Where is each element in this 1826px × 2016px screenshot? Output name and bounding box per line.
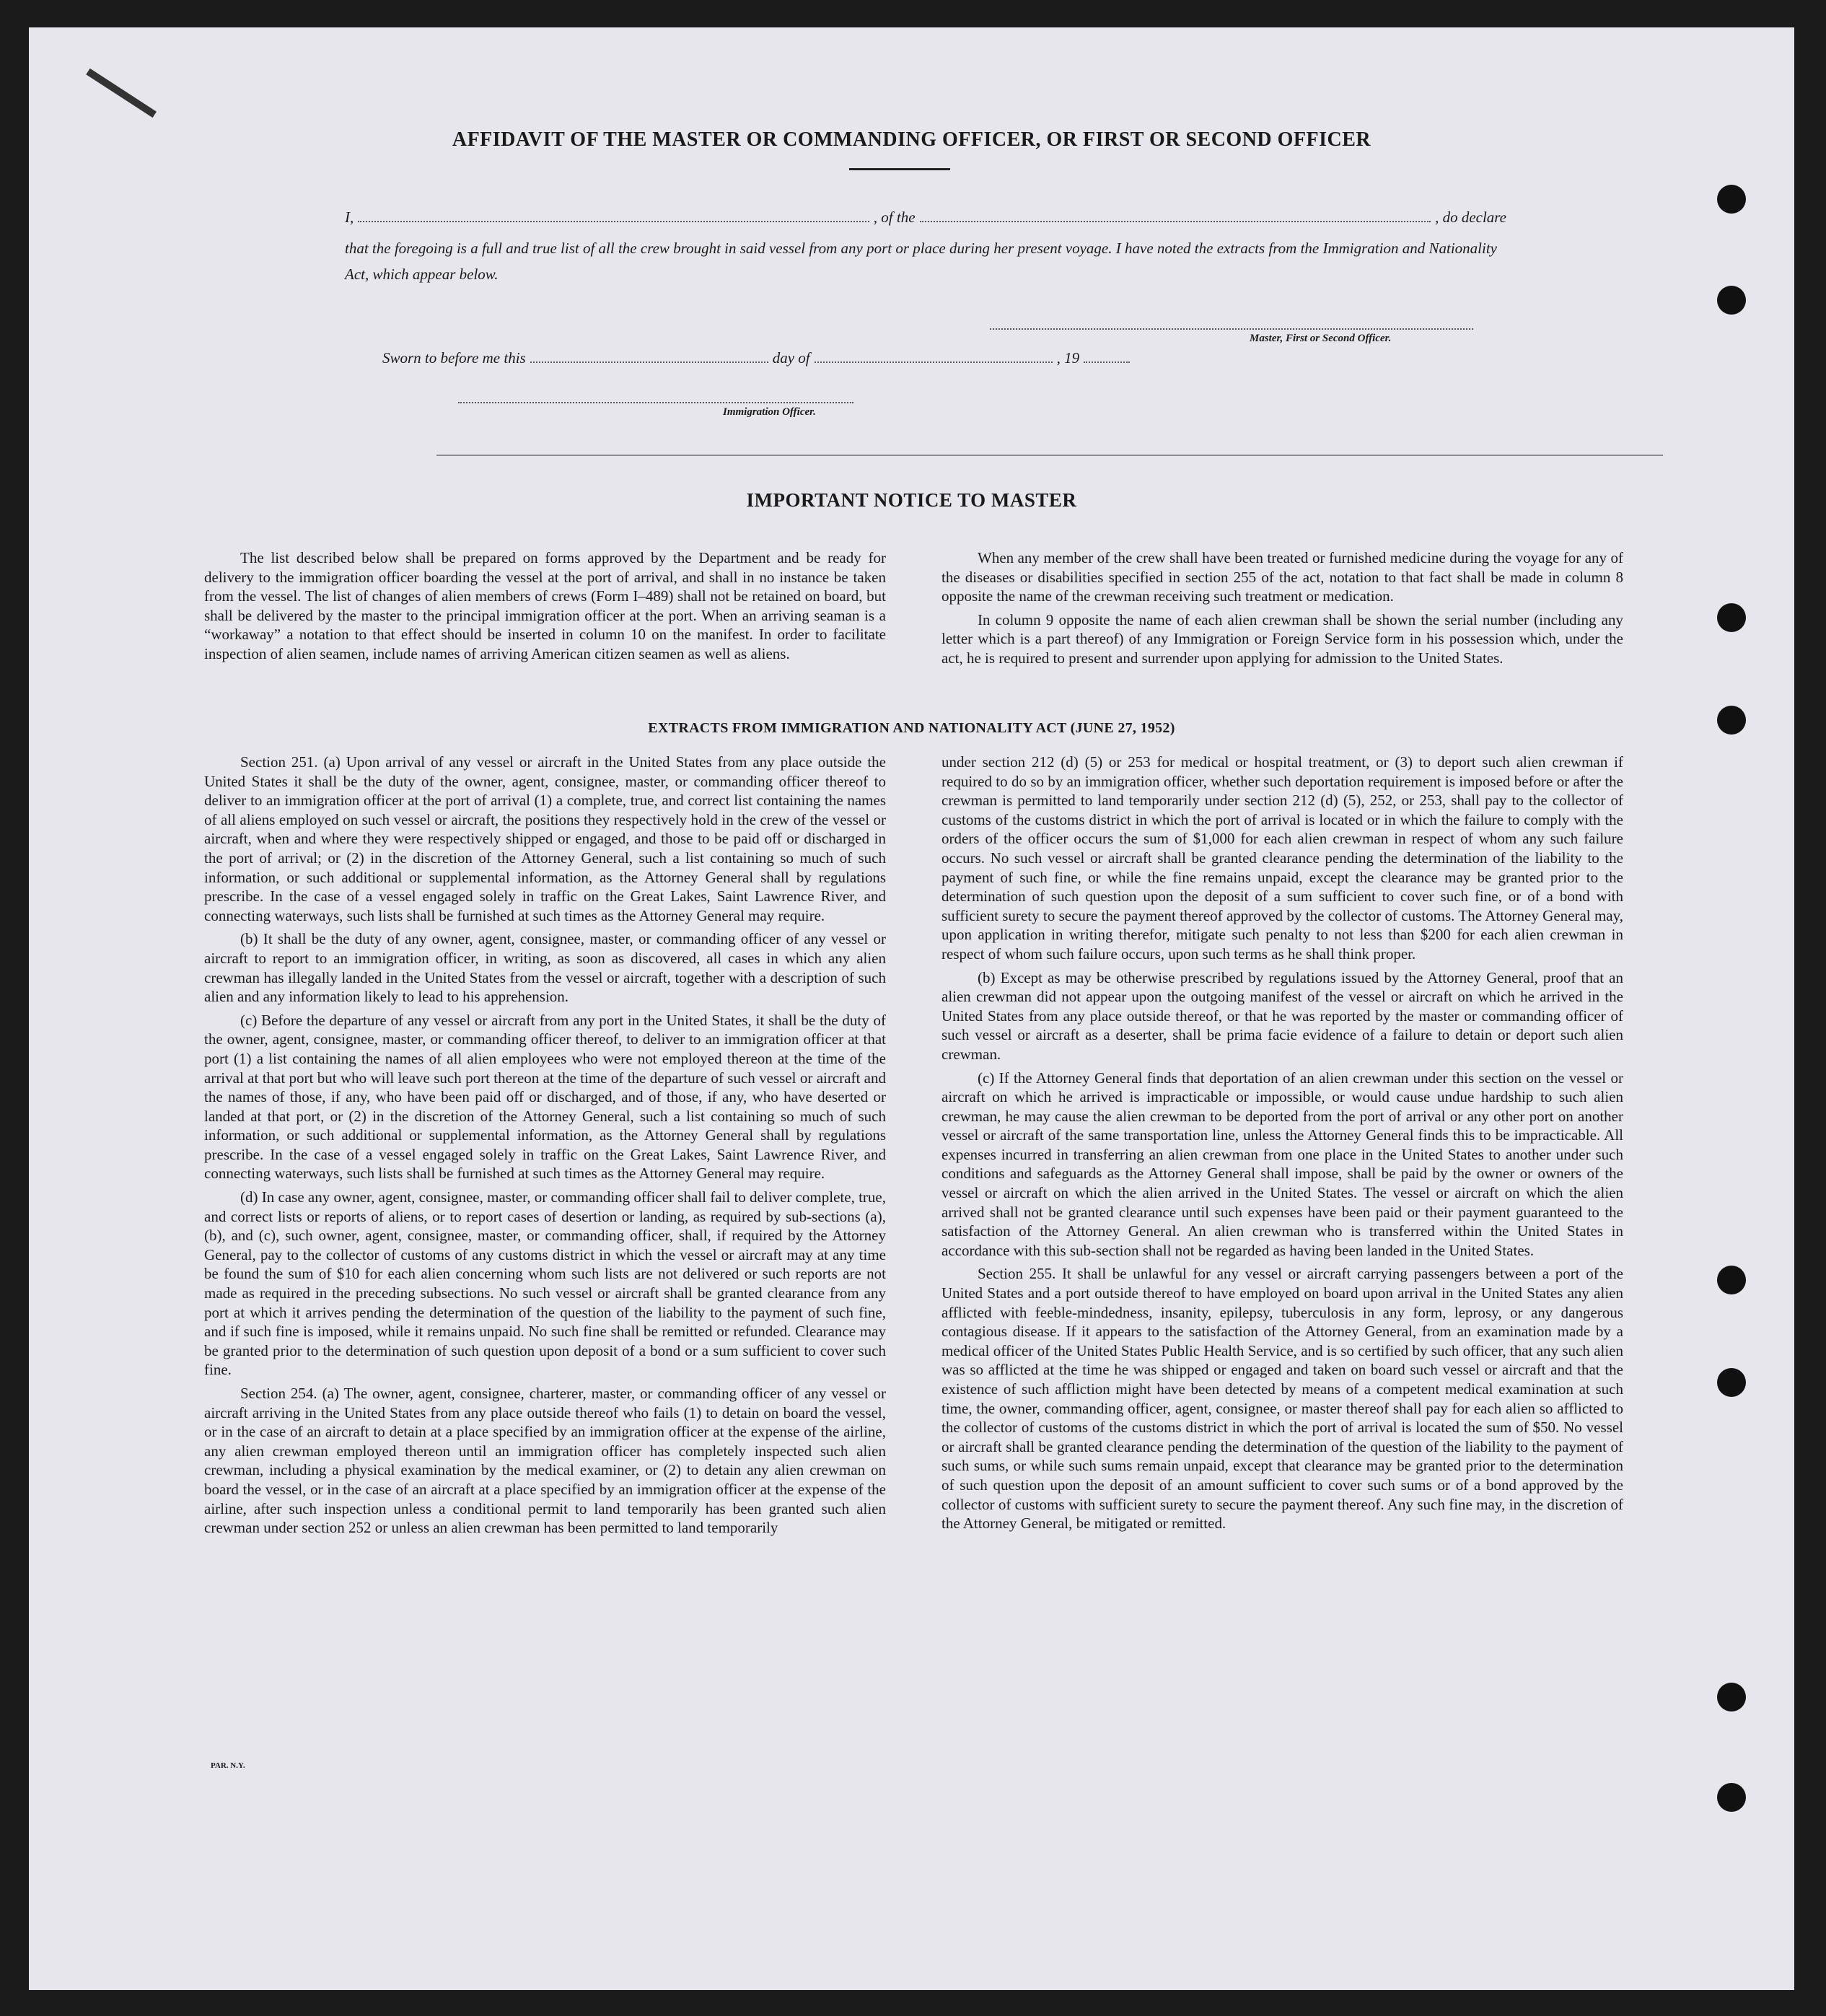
notice-paragraph: When any member of the crew shall have been treated or furnished medicine during the voyage for any of the diseases or disabilities specified in section 255 of the act, notation to that fact shall be made in column 8 opposite the name of the crewman receiving such treatment or medication.	[941, 549, 1623, 605]
corner-pen-mark	[86, 69, 157, 118]
declare-of-the-label: , of the	[873, 209, 916, 226]
binder-hole	[1717, 286, 1746, 315]
binder-hole	[1717, 1266, 1746, 1294]
binder-hole	[1717, 1783, 1746, 1812]
affidavit-title: AFFIDAVIT OF THE MASTER OR COMMANDING OFFICER, OR FIRST OR SECOND OFFICER	[452, 128, 1371, 151]
sworn-line	[382, 349, 1241, 367]
declare-end-label: , do declare	[1435, 209, 1507, 226]
binder-hole	[1717, 1368, 1746, 1397]
declare-i-label: I,	[345, 209, 354, 226]
sworn-year-label: , 19	[1056, 349, 1080, 367]
sworn-day-of-label: day of	[772, 349, 810, 367]
document-page	[29, 27, 1794, 1990]
extract-paragraph: (b) Except as may be otherwise prescribed by regulations issued by the Attorney General, proof that an alien crewman did not appear upon the outgoing manifest of the vessel or aircraft on which he arrived in the United States from any place outside thereof, or that he was reported by the master or commanding officer of such vessel or aircraft as a deserter, shall be prima facie evidence of a failure to detain or deport such alien crewman.	[941, 968, 1623, 1063]
sworn-year-field[interactable]	[1084, 349, 1130, 363]
extract-paragraph: (b) It shall be the duty of any owner, agent, consignee, master, or commanding officer of any vessel or aircraft to report to an immigration officer, in writing, as soon as discovered, all cases in which any alien crewman has illegally landed in the United States from the vessel or aircraft, together with a description of such alien and any information likely to lead to his apprehension.	[204, 930, 886, 1006]
extract-paragraph: Section 255. It shall be unlawful for any vessel or aircraft carrying passengers between a port of the United States and a port outside thereof to have employed on board upon arrival in the United States any alien afflicted with feeble-mindedness, insanity, epilepsy, tuberculosis in any form, leprosy, or any dangerous contagious disease. If it appears to the satisfaction of the Attorney General, from an examination made by a medical officer of the United States Public Health Service, and is so certified by such officer, that any such alien was so afflicted at the time he was shipped or engaged and taken on board such vessel or aircraft and that the existence of such affliction might have been detected by means of a competent medical examination at such time, the owner, commanding officer, agent, consignee, or master thereof shall pay for each alien so afflicted to the collector of customs of the customs district in which the port of arrival is located the sum of $50. No vessel or aircraft shall be granted clearance pending the determination of the question of the liability to the payment of such sums, or while such sums remain unpaid, except that clearance may be granted prior to the determination of such question upon the deposit of an amount sufficient to cover such sums or of a bond approved by the collector of customs with sufficient surety to secure the payment thereof. Any such fine may, in the discretion of the Attorney General, be mitigated or remitted.	[941, 1265, 1623, 1533]
master-signature-line[interactable]	[990, 328, 1473, 330]
master-signature-label: Master, First or Second Officer.	[1250, 333, 1392, 344]
sworn-prefix: Sworn to before me this	[382, 349, 526, 367]
notice-title: IMPORTANT NOTICE TO MASTER	[746, 489, 1077, 511]
declaration-line	[345, 208, 1506, 227]
extract-paragraph: under section 212 (d) (5) or 253 for medical or hospital treatment, or (3) to deport such alien crewman if required to do so by an immigration officer, whether such deportation requirement is imposed before or after the crewman is permitted to land temporarily under section 212 (d) (5), 252, or 253, shall pay to the collector of customs of the customs district in which the port of arrival is located or in which the failure to comply with the orders of the officer occurs the sum of $1,000 for each alien crewman in respect of whom any such failure occurs. No such vessel or aircraft shall be granted clearance pending the determination of the liability to the payment of such fine, or while the fine remains unpaid, except the clearance may be granted prior to the determination of such question upon the deposit of a sum sufficient to cover such fine, or of a bond with sufficient surety to secure the payment thereof approved by the collector of customs. The Attorney General may, upon application in writing therefor, mitigate such penalty to not less than $200 for each alien crewman in respect of whom such failure occurs, upon such terms as he shall think proper.	[941, 753, 1623, 963]
name-blank-field[interactable]	[358, 208, 869, 222]
notice-paragraph: In column 9 opposite the name of each alien crewman shall be shown the serial number (including any letter which is a part thereof) of any Immigration or Foreign Service form in his possession which, under the act, he is required to present and surrender upon applying for admission to the United States.	[941, 610, 1623, 667]
extracts-right-column	[941, 753, 1623, 1538]
vessel-blank-field[interactable]	[920, 208, 1431, 222]
extract-paragraph: Section 251. (a) Upon arrival of any vessel or aircraft in the United States from any place outside the United States it shall be the duty of the owner, agent, consignee, master, or commanding officer thereof to deliver to an immigration officer at the port of arrival (1) a complete, true, and correct list containing the names of all aliens employed on such vessel or aircraft, the positions they respectively hold in the crew of the vessel or aircraft, when and where they were respectively shipped or engaged, and those to be paid off or discharged in the port of arrival; or (2) in the discretion of the Attorney General, such a list containing so much of such information, or such additional or supplemental information, as the Attorney General shall by regulations prescribe. In the case of a vessel engaged solely in traffic on the Great Lakes, Saint Lawrence River, and connecting waterways, such lists shall be furnished at such times as the Attorney General may require.	[204, 753, 886, 924]
extract-paragraph: (d) In case any owner, agent, consignee, master, or commanding officer shall fail to deliver complete, true, and correct lists or reports of aliens, or to report cases of desertion or landing, as required by sub-sections (a), (b), and (c), such owner, agent, consignee, master, or commanding officer, shall, if required by the Attorney General, pay to the collector of customs of any customs district in which the vessel or aircraft may at any time be found the sum of $10 for each alien concerning whom such lists are not delivered or such reports are not made as required in the preceding subsections. No such vessel or aircraft shall be granted clearance from any port at which it arrives pending the determination of the question of the liability to the payment of such fine, and if such fine is imposed, while it remains unpaid. No such fine shall be remitted or refunded. Clearance may be granted prior to the determination of such question upon deposit of a bond or a sum sufficient to cover such fine.	[204, 1188, 886, 1379]
binder-hole	[1717, 185, 1746, 214]
notice-left-column	[204, 548, 886, 668]
extracts-title: EXTRACTS FROM IMMIGRATION AND NATIONALITY ACT (JUNE 27, 1952)	[648, 720, 1175, 736]
section-separator	[436, 455, 1663, 456]
notice-right-column	[941, 548, 1623, 672]
printer-mark: PAR. N.Y.	[211, 1761, 245, 1770]
extract-paragraph: (c) If the Attorney General finds that deportation of an alien crewman under this section on the vessel or aircraft on which he arrived is impracticable or impossible, or would cause undue hardship to such alien crewman, he may cause the alien crewman to be deported from the port of arrival or any other port on another vessel or aircraft of the same transportation line, unless the Attorney General finds this to be impracticable. All expenses incurred in transferring an alien crewman from one place in the United States to another under such conditions and safeguards as the Attorney General shall impose, shall be paid by the owner or owners of the vessel or aircraft on which the alien arrived in the United States. The vessel or aircraft on which the alien arrived shall not be granted clearance until such expenses have been paid or their payment guaranteed to the satisfaction of the Attorney General. An alien crewman who is transferred within the United States in accordance with this sub-section shall not be regarded as having been landed in the United States.	[941, 1069, 1623, 1259]
binder-hole	[1717, 1683, 1746, 1712]
sworn-day-field[interactable]	[530, 349, 768, 363]
immigration-officer-label: Immigration Officer.	[723, 406, 816, 418]
binder-hole	[1717, 603, 1746, 632]
declaration-text: that the foregoing is a full and true list of all the crew brought in said vessel from any port or place during her present voyage. I have noted the extracts from the Immigration and Nationality Act, which appear below.	[345, 240, 1497, 283]
immigration-officer-signature-line[interactable]	[458, 402, 853, 403]
title-underline	[849, 168, 950, 170]
sworn-month-field[interactable]	[815, 349, 1053, 363]
extracts-left-column	[204, 753, 886, 1542]
extract-paragraph: Section 254. (a) The owner, agent, consignee, charterer, master, or commanding officer of any vessel or aircraft arriving in the United States from any place outside thereof who fails (1) to detain on board the vessel, or in the case of an aircraft to detain at a place specified by an immigration officer at the expense of the airline, any alien crewman employed thereon until an immigration officer has completely inspected such alien crewman, including a physical examination by the medical examiner, or (2) to detain any alien crewman on board the vessel, or in the case of an aircraft at a place specified by an immigration officer at the expense of the airline, after such inspection unless a conditional permit to land temporarily has been granted such alien crewman under section 252 or unless an alien crewman has been permitted to land temporarily	[204, 1385, 886, 1537]
extract-paragraph: (c) Before the departure of any vessel or aircraft from any port in the United States, it shall be the duty of the owner, agent, consignee, master, or commanding officer thereof, to deliver to an immigration officer at that port (1) a list containing the names of all alien employees who were not employed thereon at the time of the arrival at that port but who will leave such port thereon at the time of the departure of such vessel or aircraft and the names of those, if any, who have been paid off or discharged, and of those, if any, who have deserted or landed at that port, or (2) in the discretion of the Attorney General, such a list containing so much of such information, or such additional or supplemental information, as the Attorney General shall by regulations prescribe. In the case of a vessel engaged solely in traffic on the Great Lakes, Saint Lawrence River, and connecting waterways, such lists shall be furnished at such times as the Attorney General may require.	[204, 1011, 886, 1183]
notice-paragraph: The list described below shall be prepared on forms approved by the Department and be ready for delivery to the immigration officer boarding the vessel at the port of arrival, and shall in no instance be taken from the vessel. The list of changes of alien members of crews (Form I–489) shall not be retained on board, but shall be delivered by the master to the principal immigration officer at the port. When an arriving seaman is a “workaway” a notation to that effect should be inserted in column 10 on the manifest. In order to facilitate inspection of alien seamen, include names of arriving American citizen seamen as well as aliens.	[204, 549, 886, 662]
